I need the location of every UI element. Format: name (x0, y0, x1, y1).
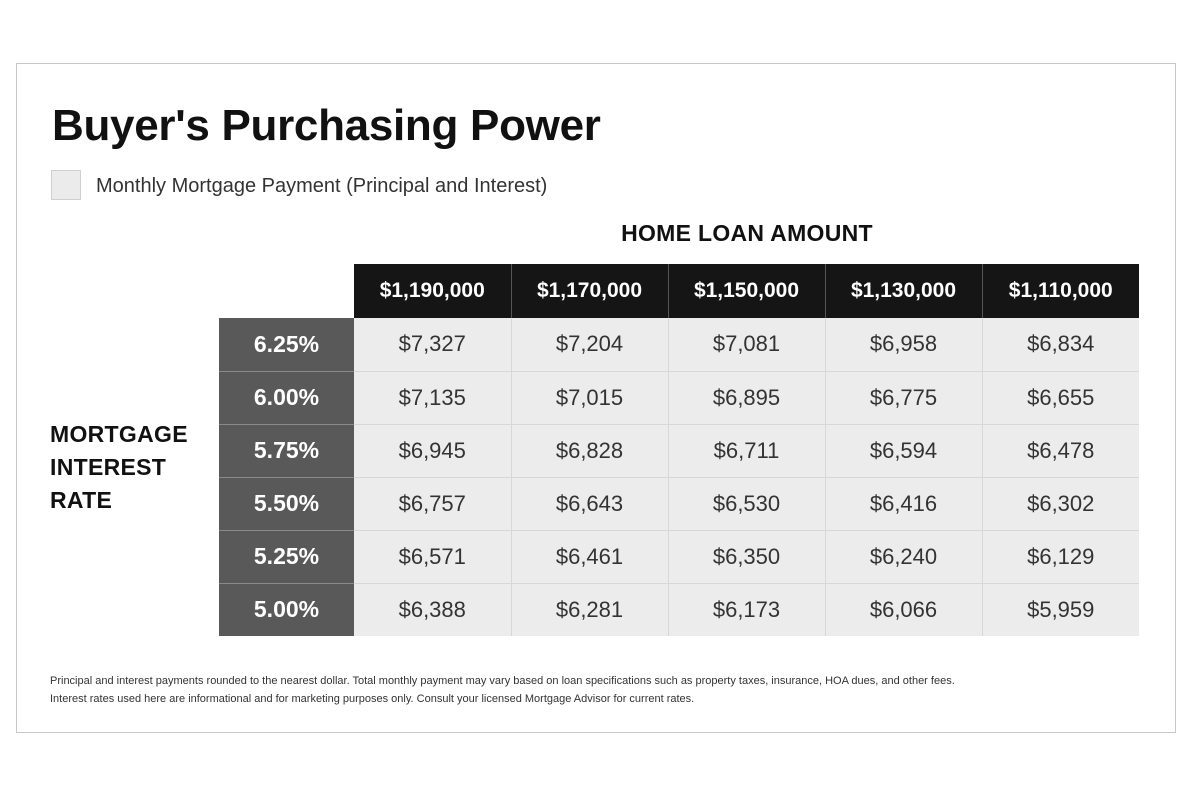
disclaimer-footnote (50, 672, 1150, 708)
table-row (219, 424, 1139, 477)
row-axis-heading (50, 418, 188, 517)
payment-cell: $6,655 (982, 371, 1139, 424)
interest-rate-cell: 6.00% (219, 371, 354, 424)
payment-cell: $6,594 (825, 424, 982, 477)
interest-rate-cell: 5.00% (219, 583, 354, 636)
loan-amount-header: $1,150,000 (668, 264, 825, 318)
row-axis-heading-line: INTEREST (50, 454, 167, 480)
table-header-row (219, 264, 1139, 318)
page-title: Buyer's Purchasing Power (52, 101, 601, 150)
loan-amount-header: $1,110,000 (982, 264, 1139, 318)
payment-cell: $7,015 (511, 371, 668, 424)
interest-rate-cell: 5.50% (219, 477, 354, 530)
payment-cell: $5,959 (982, 583, 1139, 636)
payment-cell: $6,461 (511, 530, 668, 583)
payment-cell: $6,571 (354, 530, 511, 583)
payment-cell: $6,834 (982, 318, 1139, 371)
payment-cell: $7,135 (354, 371, 511, 424)
payment-cell: $6,173 (668, 583, 825, 636)
row-axis-heading-line: MORTGAGE (50, 421, 188, 447)
column-axis-heading: HOME LOAN AMOUNT (621, 220, 873, 246)
payment-cell: $6,757 (354, 477, 511, 530)
payment-cell: $6,945 (354, 424, 511, 477)
table-row (219, 477, 1139, 530)
payment-cell: $6,530 (668, 477, 825, 530)
table-row (219, 583, 1139, 636)
payment-cell: $6,775 (825, 371, 982, 424)
payment-cell: $6,828 (511, 424, 668, 477)
interest-rate-cell: 6.25% (219, 318, 354, 371)
payment-cell: $7,327 (354, 318, 511, 371)
payment-cell: $6,066 (825, 583, 982, 636)
footnote-line: Interest rates used here are informational and for marketing purposes only. Consult your licensed Mortgage Advisor for current rates. (50, 693, 695, 705)
payment-cell: $6,416 (825, 477, 982, 530)
table-row (219, 318, 1139, 371)
row-axis-heading-line: RATE (50, 487, 113, 513)
table-corner (219, 264, 354, 318)
payment-table (219, 264, 1139, 636)
payment-cell: $6,643 (511, 477, 668, 530)
interest-rate-cell: 5.75% (219, 424, 354, 477)
table-row (219, 371, 1139, 424)
payment-cell: $6,350 (668, 530, 825, 583)
payment-cell: $6,711 (668, 424, 825, 477)
payment-cell: $6,388 (354, 583, 511, 636)
payment-cell: $6,302 (982, 477, 1139, 530)
loan-amount-header: $1,190,000 (354, 264, 511, 318)
payment-cell: $6,240 (825, 530, 982, 583)
table-row (219, 530, 1139, 583)
loan-amount-header: $1,130,000 (825, 264, 982, 318)
payment-cell: $7,081 (668, 318, 825, 371)
payment-cell: $6,129 (982, 530, 1139, 583)
payment-cell: $6,281 (511, 583, 668, 636)
payment-cell: $6,895 (668, 371, 825, 424)
loan-amount-header: $1,170,000 (511, 264, 668, 318)
legend-swatch (51, 170, 81, 200)
footnote-line: Principal and interest payments rounded to the nearest dollar. Total monthly payment may vary based on loan specifications such as property taxes, insurance, HOA dues, and other fees. (50, 675, 955, 687)
payment-cell: $6,478 (982, 424, 1139, 477)
payment-cell: $7,204 (511, 318, 668, 371)
interest-rate-cell: 5.25% (219, 530, 354, 583)
payment-cell: $6,958 (825, 318, 982, 371)
legend-label: Monthly Mortgage Payment (Principal and Interest) (96, 175, 548, 197)
